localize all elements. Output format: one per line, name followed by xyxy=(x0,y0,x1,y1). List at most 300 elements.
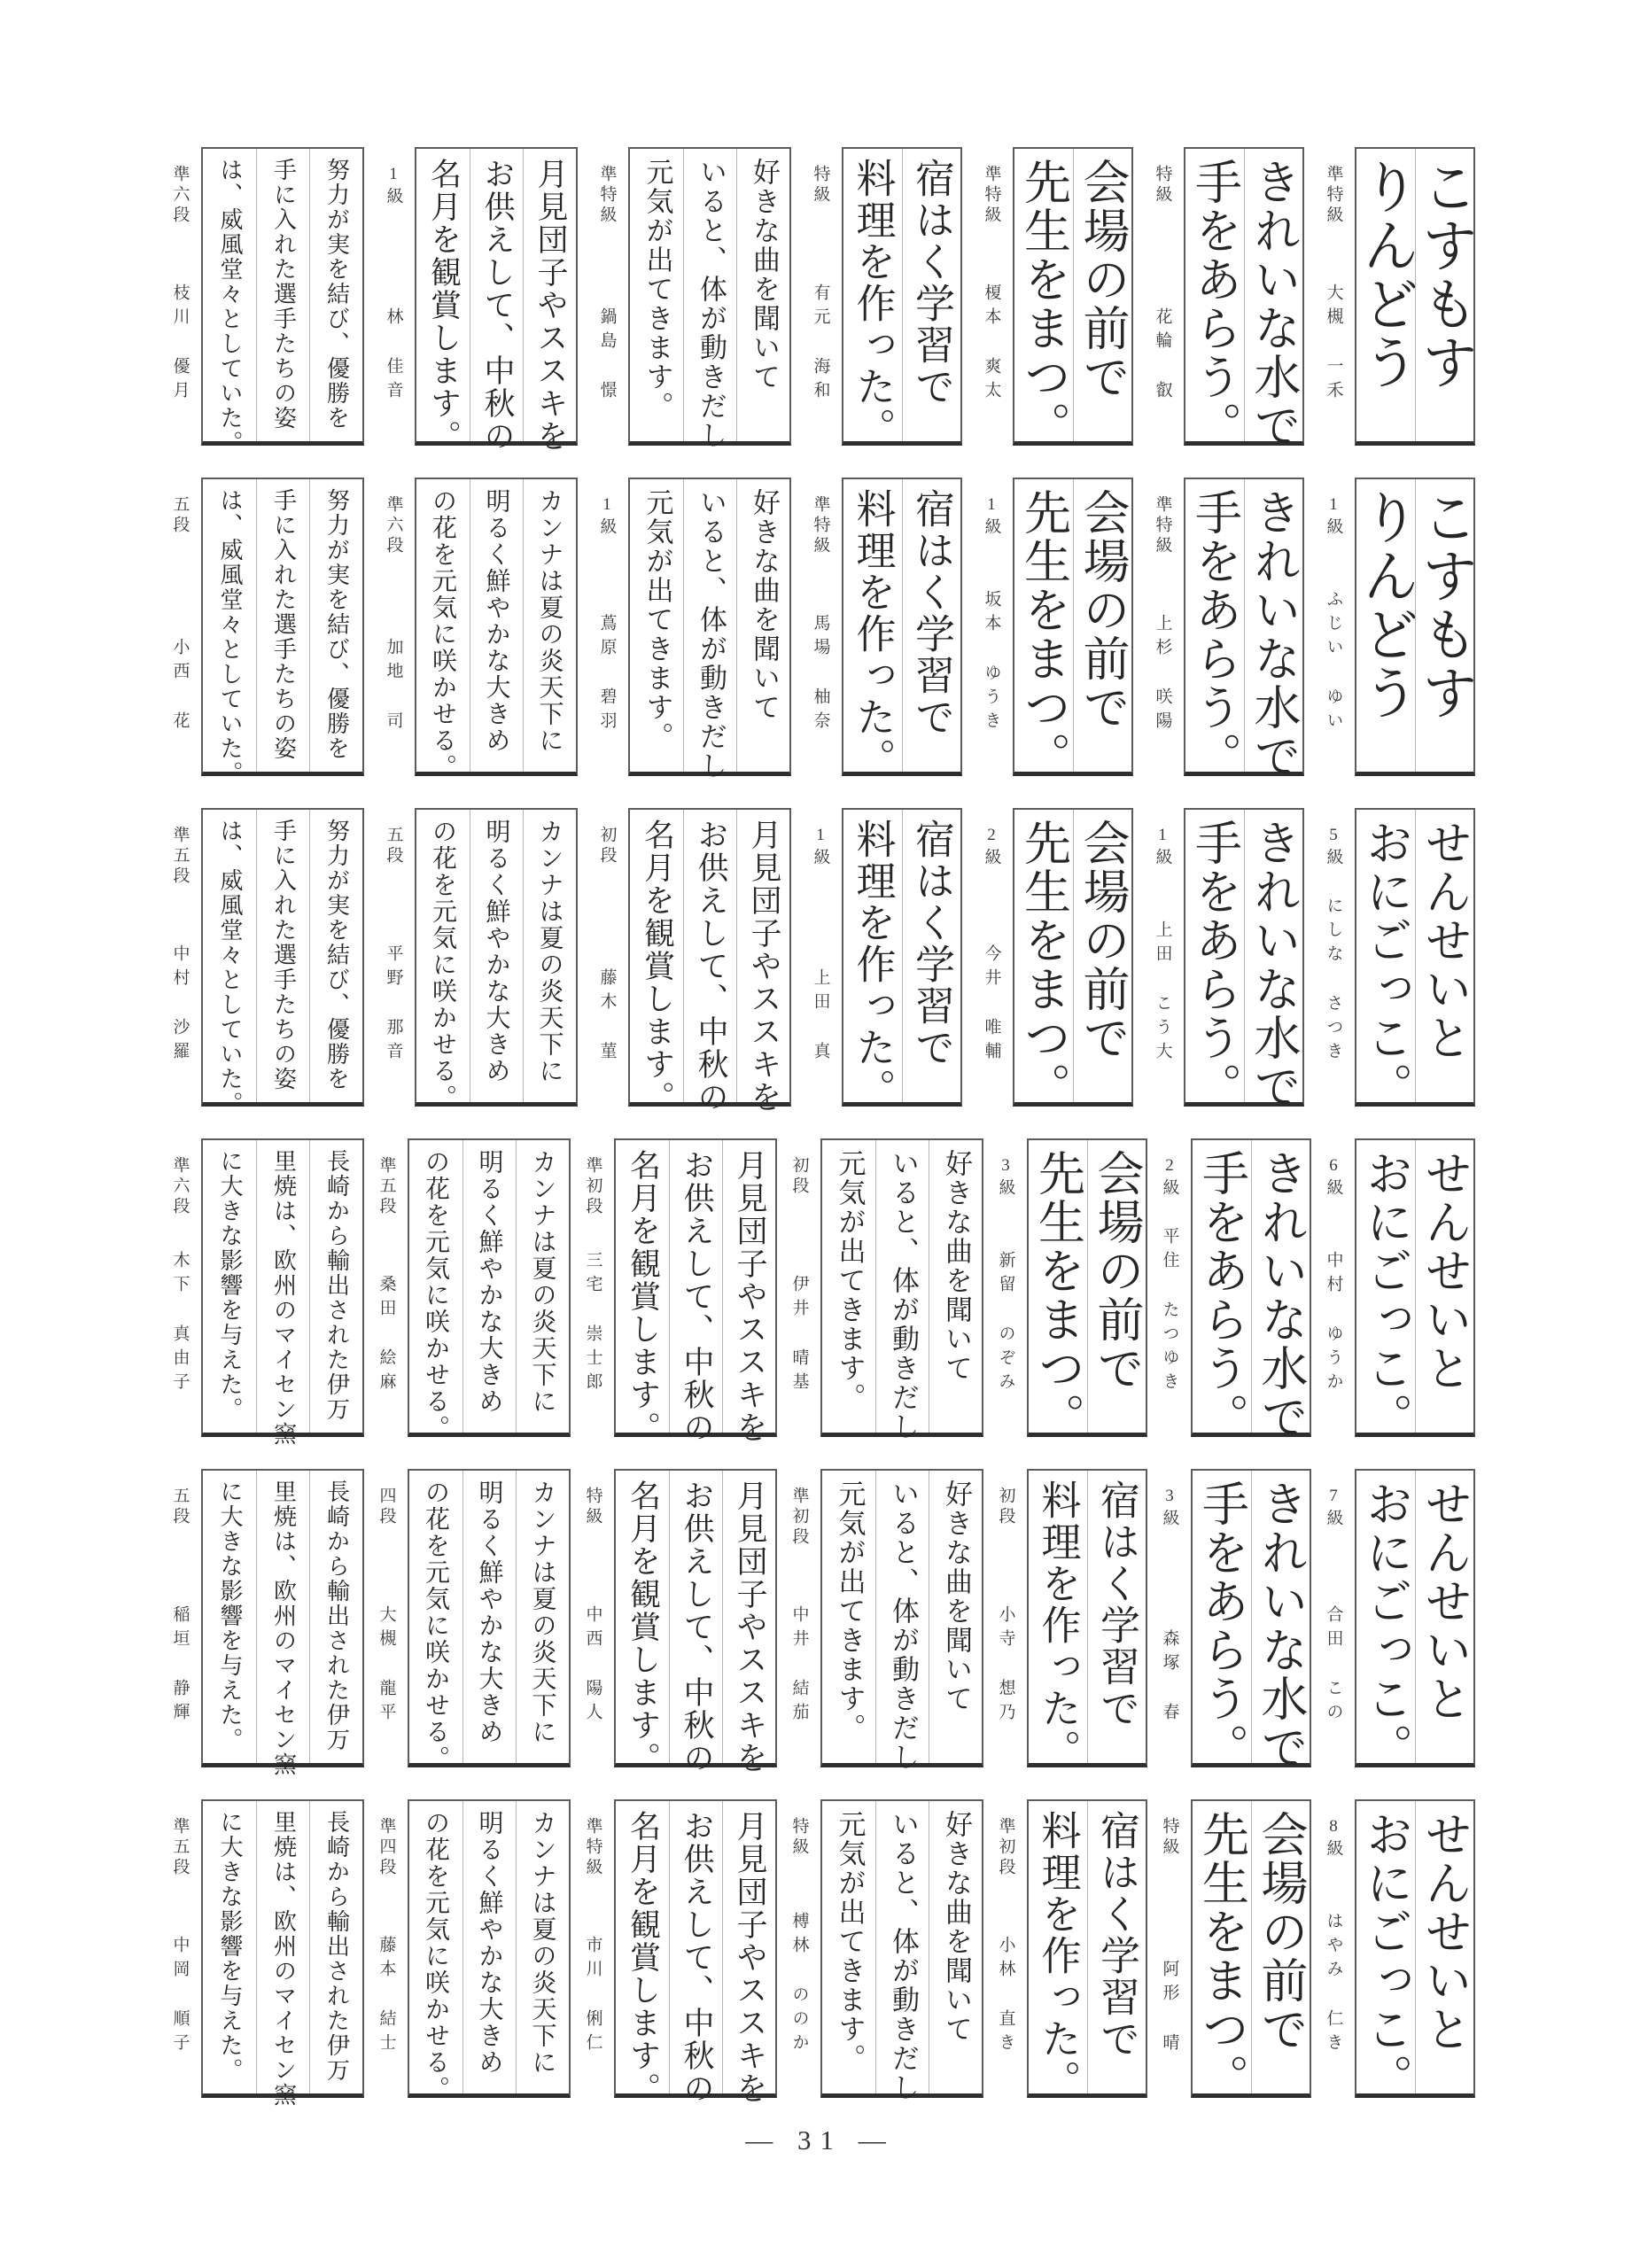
handwriting-text: 先生をまつ。 xyxy=(1030,1149,1085,1441)
handwriting-text: 手に入れた選手たちの姿 xyxy=(269,488,297,761)
entry-label xyxy=(805,478,836,776)
handwriting-text: お供えして、中秋の xyxy=(679,1480,714,1775)
handwriting-text: 明るく鮮やかな大きめ xyxy=(475,1480,505,1745)
entry-rank: 初段 xyxy=(789,1156,809,1197)
handwriting-text: 料理を作った。 xyxy=(849,819,897,1110)
entry-label xyxy=(1147,147,1178,446)
handwriting-text: カンナは夏の炎天下に xyxy=(535,488,565,754)
handwriting-text: 月見団子やススキを xyxy=(532,158,568,453)
entry-name: 大槻 一禾 xyxy=(1324,284,1343,405)
entry xyxy=(592,478,791,781)
handwriting-text: 先生をまつ。 xyxy=(1016,488,1071,781)
handwriting-column xyxy=(1415,810,1473,1102)
entry-label xyxy=(1154,1469,1185,1767)
entry-name: 有元 海和 xyxy=(811,284,830,405)
entry-name: 馬場 柚奈 xyxy=(811,614,830,735)
handwriting-column xyxy=(203,149,256,455)
entry xyxy=(976,147,1133,450)
handwriting-column xyxy=(409,1471,462,1772)
handwriting-column xyxy=(1356,1801,1415,2102)
handwriting-column xyxy=(523,479,576,772)
handwriting-text: 料理を作った。 xyxy=(849,488,897,780)
handwriting-text: に大きな影響を与えた。 xyxy=(216,1810,243,2083)
entry-label xyxy=(165,147,195,446)
entry-label xyxy=(592,147,622,446)
handwriting-text: お供えして、中秋の xyxy=(679,1810,714,2105)
entry xyxy=(976,478,1133,781)
results-row xyxy=(165,1469,1475,1777)
entry xyxy=(976,808,1133,1111)
entry xyxy=(1147,478,1304,781)
entry-label xyxy=(991,1799,1021,2098)
handwriting-box xyxy=(1184,478,1304,781)
handwriting-column xyxy=(683,810,736,1114)
handwriting-text: 里焼は、欧州のマイセン窯 xyxy=(269,1149,297,1447)
handwriting-column xyxy=(462,1801,516,2093)
entry xyxy=(371,1138,571,1441)
handwriting-text: 月見団子やススキを xyxy=(732,1810,767,2105)
entry-label xyxy=(578,1799,608,2098)
handwriting-text: 元気が出てきます。 xyxy=(833,1480,866,1743)
entry-name: 枝川 優月 xyxy=(170,284,190,405)
handwriting-text: 長崎から輸出された伊万 xyxy=(323,1480,350,1752)
handwriting-text: 先生をまつ。 xyxy=(1016,158,1071,450)
entry-name: 伊井 晴基 xyxy=(789,1275,809,1396)
handwriting-text: カンナは夏の炎天下に xyxy=(528,1480,558,1745)
entry-rank: 準特級 xyxy=(1153,495,1172,556)
entry xyxy=(165,1799,364,2108)
handwriting-column xyxy=(1193,1471,1251,1772)
entry-rank: 四段 xyxy=(377,1487,396,1527)
handwriting-text: おにごっこ。 xyxy=(1358,1149,1413,1441)
handwriting-text: 手をあらう。 xyxy=(1187,488,1242,781)
entry xyxy=(165,1469,364,1777)
handwriting-text: 宿はく学習で xyxy=(908,819,955,1068)
entry-rank: 準特級 xyxy=(597,165,617,226)
entry-name: 中村 ゆうか xyxy=(1324,1251,1343,1396)
handwriting-text: 明るく鮮やかな大きめ xyxy=(475,1149,505,1415)
handwriting-text: 名月を観賞します。 xyxy=(625,1480,661,1775)
handwriting-column xyxy=(256,149,309,441)
handwriting-text: は、威風堂々としていた。 xyxy=(216,819,243,1116)
entry-label xyxy=(1318,478,1349,776)
handwriting-column xyxy=(256,1471,309,1777)
entry xyxy=(1147,147,1304,450)
handwriting-box xyxy=(614,1799,777,2105)
handwriting-column xyxy=(1411,149,1478,441)
handwriting-column xyxy=(516,1140,569,1433)
handwriting-text: 明るく鮮やかな大きめ xyxy=(482,488,512,754)
entry xyxy=(592,808,791,1114)
entry-rank: 3級 xyxy=(996,1156,1015,1199)
handwriting-column xyxy=(1415,1140,1473,1433)
handwriting-box xyxy=(1191,1799,1311,2102)
handwriting-column xyxy=(875,1140,929,1441)
handwriting-column xyxy=(470,479,523,772)
page-footer xyxy=(0,2124,1640,2156)
entry-rank: 準特級 xyxy=(583,1817,602,1878)
entry-name: 小西 花 xyxy=(170,638,190,735)
entry-label xyxy=(784,1138,814,1437)
entry-label xyxy=(784,1469,814,1767)
handwriting-text: の花を元気に咲かせる。 xyxy=(429,488,458,781)
handwriting-box xyxy=(1013,147,1133,450)
handwriting-box xyxy=(1355,1469,1475,1772)
handwriting-text: 元気が出てきます。 xyxy=(833,1149,866,1412)
handwriting-text: せんせいと xyxy=(1418,1149,1472,1393)
handwriting-column xyxy=(1353,149,1418,441)
handwriting-text: お供えして、中秋の xyxy=(679,1149,714,1444)
handwriting-column xyxy=(722,1471,775,1775)
handwriting-box xyxy=(614,1469,777,1775)
entry-rank: 準初段 xyxy=(583,1156,602,1217)
handwriting-column xyxy=(822,1140,875,1433)
handwriting-box xyxy=(408,1138,571,1441)
handwriting-box xyxy=(201,1138,364,1447)
entry xyxy=(1318,808,1475,1111)
entry-label xyxy=(1147,478,1178,776)
handwriting-text: 会場の前で xyxy=(1254,1810,1308,2054)
handwriting-column xyxy=(1251,1471,1310,1772)
entry xyxy=(378,147,578,453)
handwriting-column xyxy=(462,1471,516,1763)
entry-rank: 2級 xyxy=(1160,1156,1179,1199)
entry-name: 蔦原 碧羽 xyxy=(597,614,617,735)
entry xyxy=(1318,1469,1475,1772)
handwriting-column xyxy=(722,1140,775,1444)
handwriting-box xyxy=(628,147,791,450)
entry-label xyxy=(1318,1799,1349,2098)
handwriting-text: 手をあらう。 xyxy=(1187,158,1242,450)
handwriting-column xyxy=(843,479,902,780)
handwriting-text: 里焼は、欧州のマイセン窯 xyxy=(269,1480,297,1777)
handwriting-column xyxy=(1244,479,1302,781)
entry-rank: 初段 xyxy=(597,826,617,866)
handwriting-text: こすもす xyxy=(1411,488,1478,722)
entry-rank: 五段 xyxy=(170,495,190,536)
handwriting-text: 月見団子やススキを xyxy=(732,1149,767,1444)
entry-name: 坂本 ゆうき xyxy=(982,590,1001,735)
handwriting-column xyxy=(256,479,309,772)
entry-label xyxy=(371,1138,401,1437)
handwriting-text: の花を元気に咲かせる。 xyxy=(422,1810,451,2102)
handwriting-column xyxy=(1014,479,1073,781)
handwriting-column xyxy=(416,810,470,1111)
handwriting-text: 好きな曲を聞いて xyxy=(940,1480,972,1713)
handwriting-text: こすもす xyxy=(1411,158,1478,392)
entry-name: 平野 那音 xyxy=(384,944,403,1066)
handwriting-column xyxy=(203,810,256,1116)
handwriting-text: 月見団子やススキを xyxy=(746,819,781,1114)
handwriting-column xyxy=(902,149,960,441)
handwriting-column xyxy=(1073,149,1131,441)
handwriting-text: 料理を作った。 xyxy=(849,158,897,449)
results-row xyxy=(165,808,1475,1116)
handwriting-column xyxy=(1014,810,1073,1111)
entry xyxy=(592,147,791,450)
handwriting-text: 会場の前で xyxy=(1076,158,1130,401)
entry xyxy=(578,1799,777,2105)
handwriting-box xyxy=(201,147,364,455)
handwriting-column xyxy=(516,1801,569,2093)
handwriting-box xyxy=(628,808,791,1114)
entry-label xyxy=(592,808,622,1107)
entry-label xyxy=(165,808,195,1107)
handwriting-column xyxy=(683,479,736,781)
entry-label xyxy=(991,1469,1021,1767)
handwriting-column xyxy=(1356,1140,1415,1441)
entry xyxy=(1154,1799,1311,2102)
handwriting-box xyxy=(1191,1469,1311,1772)
entry-label xyxy=(378,478,408,776)
handwriting-column xyxy=(822,1801,875,2093)
entry xyxy=(371,1799,571,2102)
handwriting-text: 月見団子やススキを xyxy=(732,1480,767,1775)
handwriting-box xyxy=(842,478,962,780)
entry-name: 中西 陽人 xyxy=(583,1605,602,1727)
handwriting-column xyxy=(929,1140,982,1433)
handwriting-column xyxy=(1073,810,1131,1102)
handwriting-column xyxy=(616,1471,669,1775)
entry-name: 合田 この xyxy=(1324,1605,1343,1727)
handwriting-text: きれいな水で xyxy=(1254,1480,1308,1772)
handwriting-text: 里焼は、欧州のマイセン窯 xyxy=(269,1810,297,2108)
entry-rank: 五段 xyxy=(170,1487,190,1527)
handwriting-text: 好きな曲を聞いて xyxy=(940,1149,972,1383)
handwriting-column xyxy=(1073,479,1131,772)
handwriting-column xyxy=(462,1140,516,1433)
handwriting-text: せんせいと xyxy=(1418,1810,1472,2054)
handwriting-text: カンナは夏の炎天下に xyxy=(528,1810,558,2076)
handwriting-text: 宿はく学習で xyxy=(1093,1480,1140,1729)
handwriting-column xyxy=(470,149,523,453)
handwriting-text: 好きな曲を聞いて xyxy=(748,488,780,722)
entry-rank: 特級 xyxy=(789,1817,809,1858)
handwriting-column xyxy=(843,149,902,449)
entry xyxy=(165,478,364,786)
entry-name: はやみ 仁き xyxy=(1324,1912,1343,2057)
handwriting-column xyxy=(616,1801,669,2105)
handwriting-box xyxy=(842,808,962,1110)
entry-rank: 準特級 xyxy=(811,495,830,556)
handwriting-text: 手をあらう。 xyxy=(1187,819,1242,1111)
handwriting-text: の花を元気に咲かせる。 xyxy=(429,819,458,1111)
handwriting-box xyxy=(1355,1138,1475,1441)
handwriting-text: 名月を観賞します。 xyxy=(639,819,675,1114)
entry-rank: 1級 xyxy=(597,495,617,538)
handwriting-text: 宿はく学習で xyxy=(908,488,955,738)
entry-label xyxy=(165,1138,195,1437)
entry-name: 林 佳音 xyxy=(384,307,403,405)
entry-rank: 準五段 xyxy=(377,1156,396,1217)
entry-rank: 準六段 xyxy=(170,1156,190,1217)
handwriting-text: 先生をまつ。 xyxy=(1016,819,1071,1111)
entry-label xyxy=(165,1799,195,2098)
entry xyxy=(991,1799,1147,2101)
handwriting-text: 好きな曲を聞いて xyxy=(940,1810,972,2044)
entry xyxy=(378,808,578,1111)
entry xyxy=(991,1138,1147,1441)
entry-label xyxy=(805,147,836,446)
handwriting-box xyxy=(1027,1799,1147,2101)
entry-label xyxy=(1154,1138,1185,1437)
handwriting-text: せんせいと xyxy=(1418,1480,1472,1723)
entry xyxy=(1318,1799,1475,2102)
entry-name: 中井 結茄 xyxy=(789,1605,809,1727)
handwriting-column xyxy=(523,149,576,453)
entry-label xyxy=(1318,808,1349,1107)
handwriting-column xyxy=(309,810,362,1102)
entry xyxy=(1318,147,1478,446)
handwriting-column xyxy=(1029,1140,1087,1441)
handwriting-text: 名月を観賞します。 xyxy=(625,1149,661,1444)
handwriting-text: 明るく鮮やかな大きめ xyxy=(482,819,512,1084)
entry-name: 新留 のぞみ xyxy=(996,1251,1015,1396)
handwriting-column xyxy=(822,1471,875,1763)
entry-rank: 1級 xyxy=(1153,826,1172,868)
handwriting-text: 努力が実を結び、優勝を xyxy=(323,819,350,1091)
entry xyxy=(165,1138,364,1447)
handwriting-text: いると、体が動きだし xyxy=(887,1480,919,1772)
handwriting-box xyxy=(415,147,578,453)
entry-rank: 2級 xyxy=(982,826,1001,868)
handwriting-box xyxy=(614,1138,777,1444)
handwriting-box xyxy=(415,478,578,781)
entry-rank: 初段 xyxy=(996,1487,1015,1527)
entry-rank: 準四段 xyxy=(377,1817,396,1878)
entry xyxy=(1318,1138,1475,1441)
entry-label xyxy=(1318,147,1349,446)
entry-label xyxy=(784,1799,814,2098)
handwriting-column xyxy=(902,479,960,772)
handwriting-box xyxy=(1355,808,1475,1111)
handwriting-box xyxy=(1353,147,1478,446)
handwriting-text: 料理を作った。 xyxy=(1034,1810,1082,2101)
handwriting-column xyxy=(902,810,960,1102)
handwriting-box xyxy=(1355,1799,1475,2102)
entry-name: 榎本 爽太 xyxy=(982,284,1001,405)
handwriting-text: せんせいと xyxy=(1418,819,1472,1062)
handwriting-text: 長崎から輸出された伊万 xyxy=(323,1810,350,2083)
entry-label xyxy=(165,478,195,776)
handwriting-column xyxy=(523,810,576,1102)
handwriting-column xyxy=(929,1801,982,2093)
handwriting-box xyxy=(415,808,578,1111)
entry-rank: 3級 xyxy=(1160,1487,1179,1529)
handwriting-column xyxy=(309,479,362,772)
handwriting-column xyxy=(1087,1140,1146,1433)
entry-name: にしな さつき xyxy=(1324,897,1343,1066)
entry-label xyxy=(976,478,1007,776)
handwriting-box xyxy=(820,1469,983,1772)
handwriting-column xyxy=(409,1140,462,1441)
handwriting-text: りんどう xyxy=(1353,158,1418,392)
handwriting-column xyxy=(630,149,683,441)
handwriting-column xyxy=(416,479,470,781)
entry-label xyxy=(991,1138,1021,1437)
results-row xyxy=(165,478,1478,786)
handwriting-column xyxy=(875,1471,929,1772)
handwriting-text: 名月を観賞します。 xyxy=(625,1810,661,2105)
entry-rank: 8級 xyxy=(1324,1817,1343,1860)
handwriting-text: 元気が出てきます。 xyxy=(833,1810,866,2073)
handwriting-text: 手をあらう。 xyxy=(1194,1149,1249,1441)
handwriting-column xyxy=(203,1801,256,2093)
entry-name: 中岡 順子 xyxy=(170,1936,190,2057)
handwriting-column xyxy=(1185,810,1244,1111)
handwriting-box xyxy=(1184,147,1304,450)
entry-rank: 1級 xyxy=(982,495,1001,538)
entry xyxy=(578,1469,777,1775)
entry xyxy=(784,1799,983,2102)
entry xyxy=(1147,808,1304,1111)
entry-rank: 準初段 xyxy=(789,1487,809,1548)
handwriting-box xyxy=(820,1799,983,2102)
handwriting-column xyxy=(1251,1140,1310,1441)
handwriting-column xyxy=(1415,1801,1473,2093)
handwriting-text: 長崎から輸出された伊万 xyxy=(323,1149,350,1422)
handwriting-column xyxy=(1251,1801,1310,2093)
handwriting-column xyxy=(203,479,256,786)
handwriting-box xyxy=(408,1469,571,1772)
handwriting-text: 宿はく学習で xyxy=(908,158,955,408)
entry-name: 阿形 晴 xyxy=(1160,1960,1179,2057)
handwriting-column xyxy=(1356,1471,1415,1772)
handwriting-box xyxy=(1353,478,1478,776)
entry-rank: 6級 xyxy=(1324,1156,1343,1199)
handwriting-column xyxy=(309,1801,362,2093)
handwriting-text: 先生をまつ。 xyxy=(1194,1810,1249,2102)
handwriting-text: 好きな曲を聞いて xyxy=(748,158,780,392)
handwriting-box xyxy=(1013,478,1133,781)
handwriting-column xyxy=(843,810,902,1110)
entry-label xyxy=(592,478,622,776)
handwriting-box xyxy=(201,1799,364,2108)
handwriting-text: りんどう xyxy=(1353,488,1418,722)
entry-label xyxy=(165,1469,195,1767)
handwriting-text: カンナは夏の炎天下に xyxy=(535,819,565,1084)
handwriting-text: 手に入れた選手たちの姿 xyxy=(269,819,297,1091)
handwriting-box xyxy=(1013,808,1133,1111)
handwriting-box xyxy=(628,478,791,781)
handwriting-column xyxy=(256,1801,309,2108)
entry-name: 稲垣 静輝 xyxy=(170,1605,190,1727)
handwriting-column xyxy=(1029,1801,1087,2101)
handwriting-column xyxy=(669,1471,722,1775)
handwriting-text: は、威風堂々としていた。 xyxy=(216,488,243,786)
results-row xyxy=(165,1138,1475,1447)
entry-name: 小林 直き xyxy=(996,1936,1015,2057)
entry-rank: 1級 xyxy=(811,826,830,868)
handwriting-text: の花を元気に咲かせる。 xyxy=(422,1149,451,1441)
entry-name: 上田 真 xyxy=(811,968,830,1066)
entry xyxy=(784,1469,983,1772)
handwriting-text: いると、体が動きだし xyxy=(695,488,727,781)
results-row xyxy=(165,147,1478,455)
entry-label xyxy=(378,147,408,446)
handwriting-column xyxy=(736,149,789,441)
handwriting-text: に大きな影響を与えた。 xyxy=(216,1480,243,1752)
handwriting-column xyxy=(1029,1471,1087,1771)
entry-rank: 準五段 xyxy=(170,826,190,887)
handwriting-text: 努力が実を結び、優勝を xyxy=(323,158,350,431)
handwriting-column xyxy=(309,149,362,441)
page-number: — 31 — xyxy=(745,2124,895,2155)
handwriting-text: の花を元気に咲かせる。 xyxy=(422,1480,451,1772)
handwriting-column xyxy=(1244,149,1302,450)
handwriting-column xyxy=(1087,1801,1146,2093)
entry-name: 花輪 叡 xyxy=(1153,307,1172,405)
